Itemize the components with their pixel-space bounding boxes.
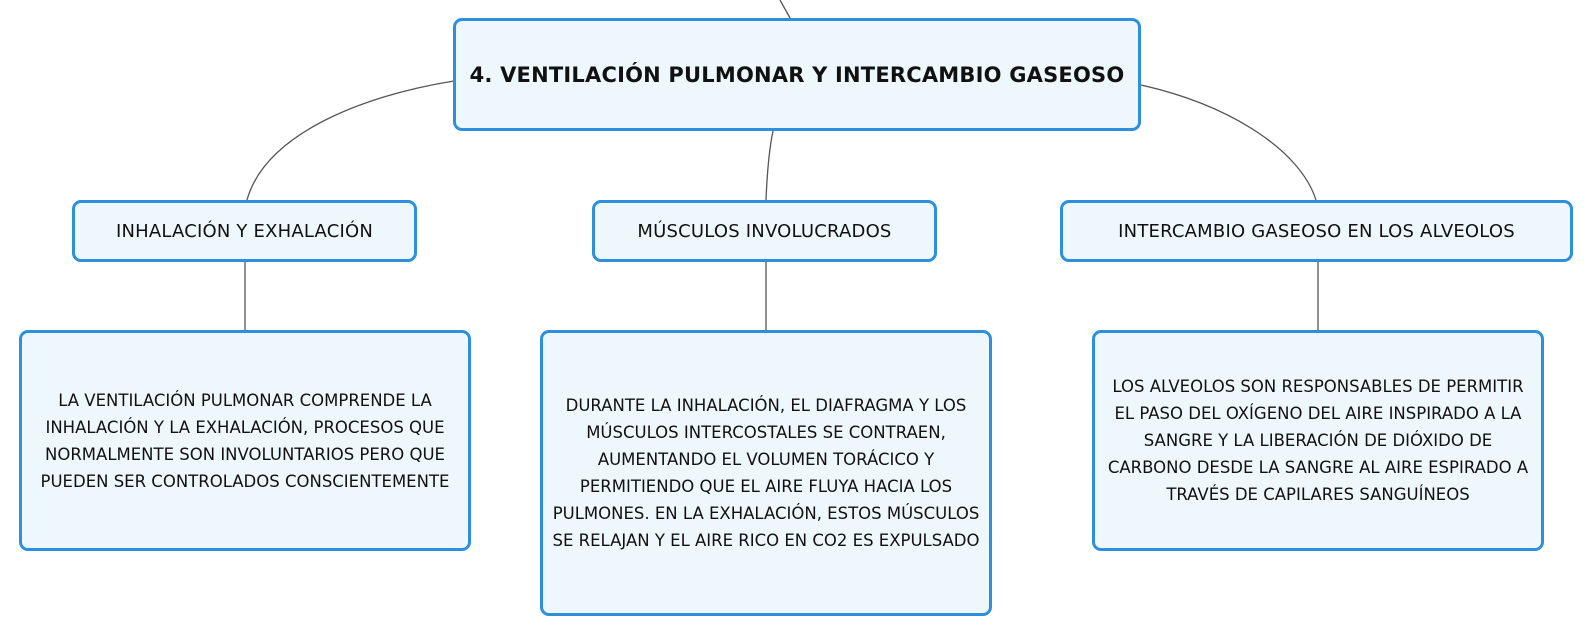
detail-musculos-involucrados[interactable]: [540, 330, 992, 616]
topic-label: INHALACIÓN Y EXHALACIÓN: [115, 220, 374, 242]
connector-central-to-topic-2: [766, 131, 773, 200]
topic-inhalacion-exhalacion[interactable]: [72, 200, 417, 262]
detail-text: LOS ALVEOLOS SON RESPONSABLES DE PERMITIR EL PASO DEL OXÍGENO DEL AIRE INSPIRADO A LA SANGRE Y LA LIBERACIÓN DE DIÓXIDO DE CARBONO DESDE LA SANGRE AL AIRE ESPIRADO A TRAVÉS DE CAPILARES SANGUÍNEOS: [1107, 377, 1529, 504]
topic-label: INTERCAMBIO GASEOSO EN LOS ALVEOLOS: [1118, 220, 1515, 242]
detail-text: LA VENTILACIÓN PULMONAR COMPRENDE LA INHALACIÓN Y LA EXHALACIÓN, PROCESOS QUE NORMALMENTE SON INVOLUNTARIOS PERO QUE PUEDEN SER CONTROLADOS CONSCIENTEMENTE: [40, 390, 450, 491]
detail-text: DURANTE LA INHALACIÓN, EL DIAFRAGMA Y LOS MÚSCULOS INTERCOSTALES SE CONTRAEN, AUMENTANDO EL VOLUMEN TORÁCICO Y PERMITIENDO QUE EL AIRE FLUYA HACIA LOS PULMONES. EN LA EXHALACIÓN, ESTOS MÚSCULOS SE RELAJAN Y EL AIRE RICO EN CO2 ES EXPULSADO: [552, 396, 980, 550]
topic-label: MÚSCULOS INVOLUCRADOS: [637, 220, 892, 242]
connector-central-to-topic-1: [247, 81, 454, 200]
topic-musculos-involucrados[interactable]: [592, 200, 937, 262]
detail-intercambio-gaseoso[interactable]: [1092, 330, 1544, 551]
central-topic[interactable]: [453, 18, 1141, 131]
topic-intercambio-gaseoso[interactable]: [1060, 200, 1573, 262]
detail-inhalacion-exhalacion[interactable]: [19, 330, 471, 551]
connector-central-to-topic-3: [1141, 85, 1316, 200]
connector-parent-to-central: [780, 0, 790, 18]
central-topic-title: 4. VENTILACIÓN PULMONAR Y INTERCAMBIO GASEOSO: [469, 62, 1125, 87]
